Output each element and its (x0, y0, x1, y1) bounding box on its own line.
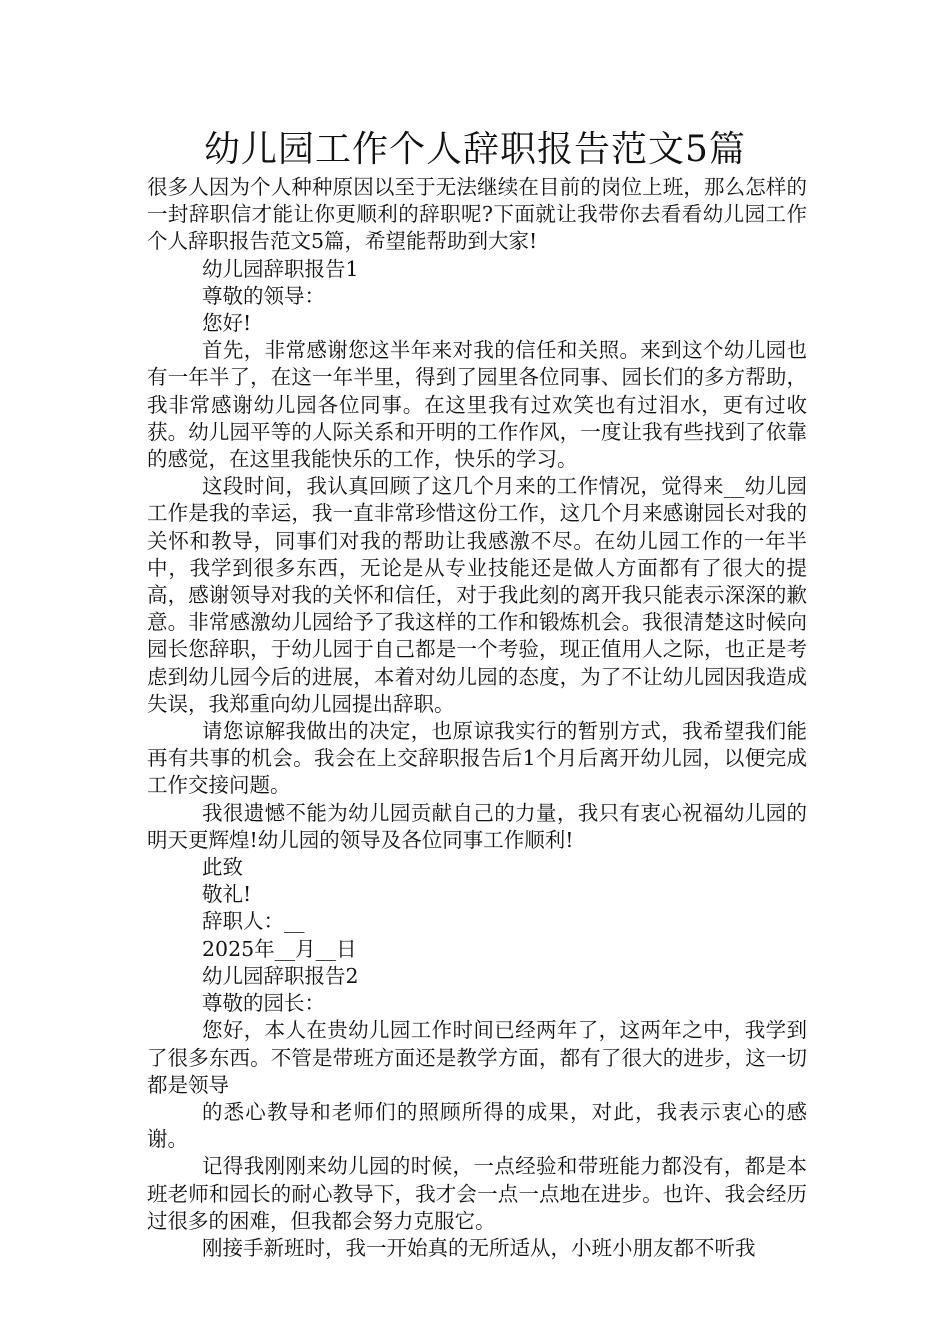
paragraph: 很多人因为个人种种原因以至于无法继续在目前的岗位上班，那么怎样的一封辞职信才能让你更顺利的辞职呢?下面就让我带你去看看幼儿园工作个人辞职报告范文5篇，希望能帮助到大家! (147, 175, 807, 254)
paragraph: 请您谅解我做出的决定，也原谅我实行的暂别方式，我希望我们能再有共事的机会。我会在上交辞职报告后1个月后离开幼儿园，以便完成工作交接问题。 (147, 719, 807, 798)
paragraph: 您好，本人在贵幼儿园工作时间已经两年了，这两年之中，我学到了很多东西。不管是带班方面还是教学方面，都有了很大的进步，这一切都是领导 (147, 1018, 807, 1097)
paragraph: 首先，非常感谢您这半年来对我的信任和关照。来到这个幼儿园也有一年半了，在这一年半里，得到了园里各位同事、园长们的多方帮助，我非常感谢幼儿园各位同事。在这里我有过欢笑也有过泪水，更有过收获。幼儿园平等的人际关系和开明的工作作风，一度让我有些找到了依靠的感觉，在这里我能快乐的工作，快乐的学习。 (147, 338, 807, 472)
salutation: 尊敬的领导： (202, 283, 325, 308)
section-heading: 幼儿园辞职报告1 (202, 256, 359, 281)
signature-line: 辞职人：__ (202, 909, 305, 934)
document-body (147, 174, 807, 1262)
greeting: 您好! (202, 311, 252, 336)
closing: 敬礼! (202, 882, 252, 907)
paragraph: 刚接手新班时，我一开始真的无所适从，小班小朋友都不听我 (202, 1235, 756, 1260)
salutation: 尊敬的园长： (202, 991, 325, 1016)
closing: 此致 (202, 855, 243, 880)
section-heading: 幼儿园辞职报告2 (202, 963, 359, 988)
paragraph: 我很遗憾不能为幼儿园贡献自己的力量，我只有衷心祝福幼儿园的明天更辉煌!幼儿园的领导及各位同事工作顺利! (147, 800, 807, 852)
document-title: 幼儿园工作个人辞职报告范文5篇 (204, 129, 746, 170)
paragraph: 这段时间，我认真回顾了这几个月来的工作情况，觉得来__幼儿园工作是我的幸运，我一直非常珍惜这份工作，这几个月来感谢园长对我的关怀和教导，同事们对我的帮助让我感激不尽。在幼儿园工作的一年半中，我学到很多东西，无论是从专业技能还是做人方面都有了很大的提高，感谢领导对我的关怀和信任，对于我此刻的离开我只能表示深深的歉意。非常感激幼儿园给予了我这样的工作和锻炼机会。我很清楚这时候向园长您辞职，于幼儿园于自己都是一个考验，现正值用人之际，也正是考虑到幼儿园今后的进展，本着对幼儿园的态度，为了不让幼儿园因我造成失误，我郑重向幼儿园提出辞职。 (147, 474, 807, 716)
paragraph: 的悉心教导和老师们的照顾所得的成果，对此，我表示衷心的感谢。 (147, 1099, 807, 1152)
date-line: 2025年__月__日 (202, 936, 357, 961)
paragraph: 记得我刚刚来幼儿园的时候，一点经验和带班能力都没有，都是本班老师和园长的耐心教导下，我才会一点一点地在进步。也许、我会经历过很多的困难，但我都会努力克服它。 (147, 1154, 807, 1233)
